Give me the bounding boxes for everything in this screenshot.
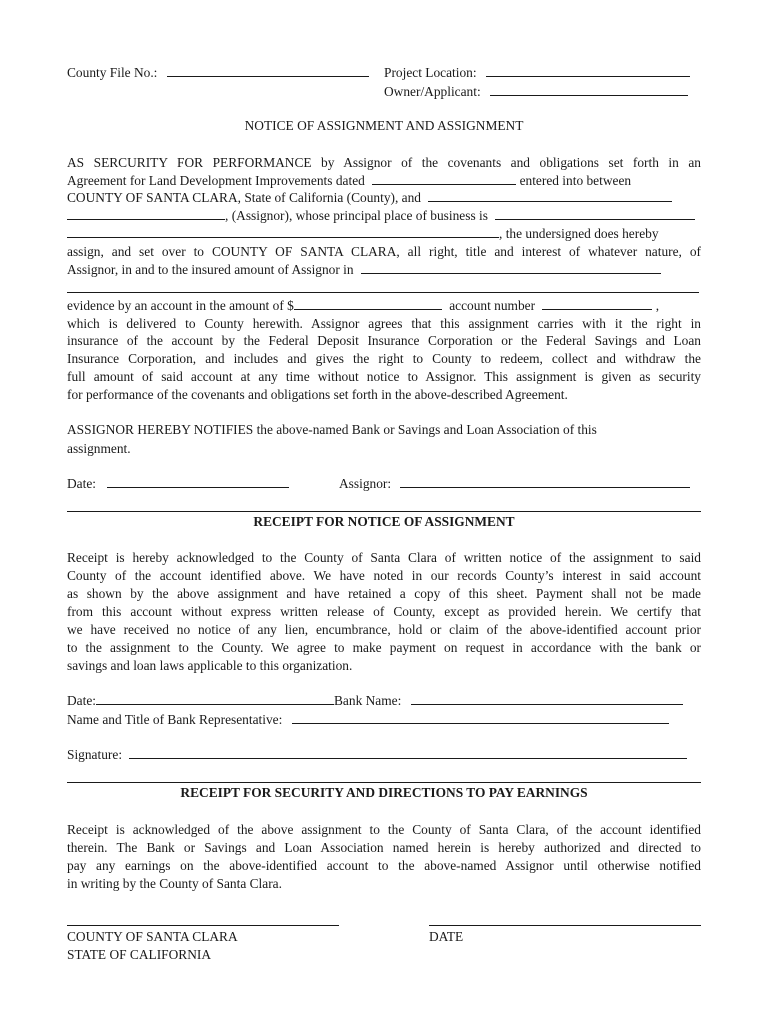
- receipt-security-line: pay any earnings on the above-identified account to the above-named Assignor until otherwise notified: [67, 858, 701, 873]
- owner-applicant-row: [384, 83, 688, 100]
- bank-signature-field[interactable]: [129, 746, 687, 759]
- assignment-line-4: , (Assignor), whose principal place of business is: [67, 207, 695, 224]
- account-amount-field[interactable]: [294, 297, 442, 310]
- assignment-line-9: which is delivered to County herewith. Assignor agrees that this assignment carries with it the right in: [67, 316, 701, 331]
- county-file-label: County File No.:: [67, 65, 158, 80]
- bank-rep-label: Name and Title of Bank Representative:: [67, 712, 283, 727]
- receipt-notice-line: savings and loan laws applicable to this organization.: [67, 658, 353, 673]
- county-file-row: [67, 64, 369, 81]
- receipt-notice-title: RECEIPT FOR NOTICE OF ASSIGNMENT: [253, 514, 515, 529]
- assignment-line-2: Agreement for Land Development Improvements dated entered into between: [67, 173, 632, 188]
- agreement-date-field[interactable]: [372, 172, 516, 185]
- receipt-security-title: RECEIPT FOR SECURITY AND DIRECTIONS TO PAY EARNINGS: [180, 785, 588, 800]
- receipt-notice-line: to the assignment to the County. We agree to make payment on request in accordance with the bank or: [67, 640, 701, 655]
- assignor-name-field-2[interactable]: [67, 207, 225, 220]
- receipt-security-line: in writing by the County of Santa Clara.: [67, 876, 282, 891]
- assignment-line-12: full amount of said account at any time without notice to Assignor. This assignment is given as security: [67, 369, 701, 384]
- bank-name-label: Bank Name:: [334, 693, 402, 708]
- receipt-security-line: therein. The Bank or Savings and Loan Association named herein is hereby authorized and directed to: [67, 840, 701, 855]
- county-date-field[interactable]: [429, 925, 701, 926]
- assignment-line-8: evidence by an account in the amount of $ account number ,: [67, 298, 660, 313]
- assignment-line-13: for performance of the covenants and obligations set forth in the above-described Agreement.: [67, 387, 568, 402]
- page-title: NOTICE OF ASSIGNMENT AND ASSIGNMENT: [244, 118, 524, 133]
- bank-signature-row: [67, 746, 687, 763]
- receipt-notice-line: as shown by the above assignment and have retained a copy of this sheet. Payment shall not be made: [67, 586, 701, 601]
- business-place-field-1[interactable]: [495, 207, 695, 220]
- assignment-date-row: [67, 475, 289, 492]
- county-signature-field[interactable]: [67, 925, 339, 926]
- receipt-notice-line: Receipt is hereby acknowledged to the County of Santa Clara of written notice of the assignment to said: [67, 550, 701, 565]
- owner-applicant-field[interactable]: [490, 83, 688, 96]
- assignment-line-1: AS SERCURITY FOR PERFORMANCE by Assignor of the covenants and obligations set forth in an: [67, 155, 701, 170]
- project-location-label: Project Location:: [384, 65, 477, 80]
- project-location-row: [384, 64, 690, 81]
- county-name-line-1: COUNTY OF SANTA CLARA: [67, 929, 238, 944]
- insured-institution-field[interactable]: [361, 261, 661, 274]
- receipt-notice-line: County of the account identified above. We have noted in our records County’s interest in said account: [67, 568, 701, 583]
- assignor-name-field-1[interactable]: [428, 189, 672, 202]
- insured-institution-field-2[interactable]: [67, 292, 699, 293]
- bank-signature-label: Signature:: [67, 747, 123, 762]
- assignment-line-11: Insurance Corporation, and includes and gives the right to County to redeem, collect and withdraw the: [67, 351, 701, 366]
- date-label: Date:: [67, 476, 96, 491]
- bank-date-label: Date:: [67, 693, 96, 708]
- assignor-signature-row: [339, 475, 690, 492]
- section-divider-2: [67, 782, 701, 783]
- account-number-field[interactable]: [542, 297, 652, 310]
- business-place-field-2[interactable]: [67, 225, 499, 238]
- receipt-notice-line: from this account without express written release of County, except as provided herein. We certify that: [67, 604, 701, 619]
- assignment-line-7: Assignor, in and to the insured amount of Assignor in: [67, 261, 661, 278]
- assignor-signature-field[interactable]: [400, 475, 690, 488]
- notifies-line-2: assignment.: [67, 441, 131, 456]
- assignment-date-field[interactable]: [107, 475, 289, 488]
- county-file-field[interactable]: [167, 64, 369, 77]
- assignor-label: Assignor:: [339, 476, 392, 491]
- footer-date-label: DATE: [429, 929, 464, 944]
- assignment-line-10: insurance of the account by the Federal Deposit Insurance Corporation or the Federal Savings and Loan: [67, 333, 701, 348]
- bank-name-field[interactable]: [411, 692, 683, 705]
- notifies-line-1: ASSIGNOR HEREBY NOTIFIES the above-named Bank or Savings and Loan Association of this: [67, 422, 597, 437]
- bank-rep-field[interactable]: [292, 711, 669, 724]
- bank-date-row: [67, 692, 683, 709]
- bank-rep-row: [67, 711, 669, 728]
- owner-applicant-label: Owner/Applicant:: [384, 84, 481, 99]
- project-location-field[interactable]: [486, 64, 690, 77]
- assignment-line-6: assign, and set over to COUNTY OF SANTA CLARA, all right, title and interest of whatever nature, of: [67, 244, 701, 259]
- section-divider-1: [67, 511, 701, 512]
- receipt-notice-line: we have received no notice of any lien, encumbrance, hold or claim of the above-identified account prior: [67, 622, 701, 637]
- receipt-security-line: Receipt is acknowledged of the above assignment to the County of Santa Clara, of the account identified: [67, 822, 701, 837]
- bank-date-field[interactable]: [96, 692, 334, 705]
- assignment-line-5: , the undersigned does hereby: [67, 225, 659, 242]
- county-name-line-2: STATE OF CALIFORNIA: [67, 947, 211, 962]
- assignment-line-3: COUNTY OF SANTA CLARA, State of California (County), and: [67, 189, 672, 206]
